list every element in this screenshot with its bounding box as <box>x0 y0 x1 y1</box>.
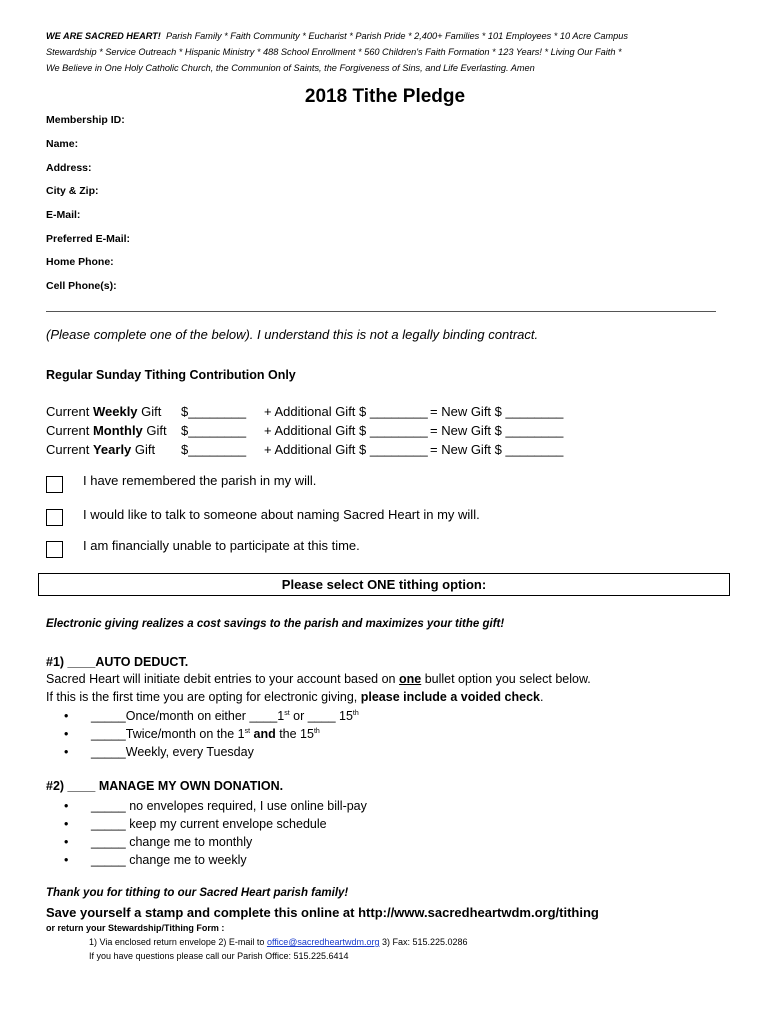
superscript: st <box>284 709 290 717</box>
bullet: • <box>64 835 69 849</box>
parish-phone-note: If you have questions please call our Parish Office: 515.225.6414 <box>89 951 349 961</box>
bullet: • <box>64 817 69 831</box>
current-gift-input[interactable]: $________ <box>181 404 247 419</box>
text: _____Once/month on either ____1 <box>91 709 285 723</box>
intro-block <box>46 28 736 76</box>
field-city-zip[interactable]: City & Zip: <box>46 185 99 197</box>
thank-you-note: Thank you for tithing to our Sacred Heart parish family! <box>46 887 349 899</box>
text: _____ no envelopes required, I use online bill-pay <box>91 799 367 813</box>
new-gift-input[interactable]: = New Gift $ ________ <box>430 404 564 419</box>
field-home-phone[interactable]: Home Phone: <box>46 256 114 268</box>
additional-gift-input[interactable]: + Additional Gift $ ________ <box>264 423 428 438</box>
field-email[interactable]: E-Mail: <box>46 209 81 221</box>
new-gift-input[interactable]: = New Gift $ ________ <box>430 423 564 438</box>
field-cell-phone[interactable]: Cell Phone(s): <box>46 280 117 292</box>
text: or ____ 15 <box>289 709 353 723</box>
gift-label-post: Gift <box>131 442 156 457</box>
gift-label-pre: Current <box>46 404 93 419</box>
additional-gift-input[interactable]: + Additional Gift $ ________ <box>264 442 428 457</box>
gift-label-post: Gift <box>137 404 162 419</box>
intro-headline: WE ARE SACRED HEART! <box>46 31 161 41</box>
additional-gift-input[interactable]: + Additional Gift $ ________ <box>264 404 428 419</box>
field-membership-id[interactable]: Membership ID: <box>46 114 125 126</box>
checkbox-talk[interactable] <box>46 509 63 526</box>
page-title: 2018 Tithe Pledge <box>304 86 466 107</box>
emphasis: please include a voided check <box>360 689 540 704</box>
checkbox-will-label: I have remembered the parish in my will. <box>83 473 317 488</box>
text: _____ keep my current envelope schedule <box>91 817 327 831</box>
text: If this is the first time you are opting for electronic giving, <box>46 689 361 704</box>
intro-line-3: We Believe in One Holy Catholic Church, the Communion of Saints, the Forgiveness of Sins, and Life Everlasting. Amen <box>46 63 535 73</box>
intro-line-1 <box>46 28 736 44</box>
return-form-note: or return your Stewardship/Tithing Form : <box>46 923 225 933</box>
gift-label <box>46 440 155 459</box>
bullet: • <box>64 745 69 759</box>
text: bullet option you select below. <box>421 672 591 686</box>
electronic-giving-note: Electronic giving realizes a cost savings to the parish and maximizes your tithe gift! <box>46 618 505 630</box>
emphasis: one <box>398 672 422 686</box>
bullet: • <box>64 799 69 813</box>
superscript: st <box>244 727 251 735</box>
option-2-header[interactable]: #2) ____ MANAGE MY OWN DONATION. <box>46 779 284 793</box>
contract-note: (Please complete one of the below). I understand this is not a legally binding contract. <box>46 327 539 342</box>
current-gift-input[interactable]: $________ <box>181 423 247 438</box>
emphasis: and <box>250 727 276 741</box>
field-name[interactable]: Name: <box>46 138 79 150</box>
gift-label-period: Monthly <box>92 423 143 438</box>
text: . <box>539 689 544 704</box>
gift-label-period: Yearly <box>92 442 132 457</box>
office-email-link[interactable]: office@sacredheartwdm.org <box>266 937 380 947</box>
bullet: • <box>64 709 69 723</box>
gift-label-period: Weekly <box>92 404 138 419</box>
regular-tithing-heading: Regular Sunday Tithing Contribution Only <box>46 368 296 382</box>
gift-label <box>46 402 161 421</box>
bullet: • <box>64 853 69 867</box>
new-gift-input[interactable]: = New Gift $ ________ <box>430 442 564 457</box>
option-1-header[interactable]: #1) ____AUTO DEDUCT. <box>46 655 189 669</box>
text: Sacred Heart will initiate debit entries to your account based on <box>46 672 399 686</box>
field-preferred-email[interactable]: Preferred E-Mail: <box>46 233 131 245</box>
gift-label-pre: Current <box>46 442 93 457</box>
field-address[interactable]: Address: <box>46 162 92 174</box>
option-1-line-2 <box>46 689 591 707</box>
intro-line-1-text: Parish Family * Faith Community * Eucharist * Parish Pride * 2,400+ Families * 101 Employees * 10 Acre Campus <box>165 31 628 41</box>
text: _____Weekly, every Tuesday <box>91 745 254 759</box>
divider-line <box>46 311 716 312</box>
return-options <box>89 937 468 947</box>
text: _____ change me to monthly <box>91 835 253 849</box>
checkbox-unable[interactable] <box>46 541 63 558</box>
select-option-banner: Please select ONE tithing option: <box>38 573 730 596</box>
text: the 15 <box>275 727 314 741</box>
online-tithing-note: Save yourself a stamp and complete this online at http://www.sacredheartwdm.org/tithing <box>46 905 599 920</box>
gift-label-post: Gift <box>142 423 167 438</box>
gift-label <box>46 421 167 440</box>
superscript: th <box>313 727 320 735</box>
option-1-description <box>46 671 591 706</box>
checkbox-talk-label: I would like to talk to someone about naming Sacred Heart in my will. <box>83 507 480 522</box>
text: 1) Via enclosed return envelope 2) E-mail to <box>89 937 267 947</box>
text: 3) Fax: 515.225.0286 <box>379 937 468 947</box>
superscript: th <box>352 709 359 717</box>
intro-line-2: Stewardship * Service Outreach * Hispanic Ministry * 488 School Enrollment * 560 Children's Faith Formation * 123 Years! * Living Our Faith * <box>46 47 622 57</box>
text: _____Twice/month on the 1 <box>91 727 245 741</box>
checkbox-unable-label: I am financially unable to participate at this time. <box>83 538 360 553</box>
gift-label-pre: Current <box>46 423 93 438</box>
option-1-line-1 <box>46 671 591 689</box>
bullet: • <box>64 727 69 741</box>
checkbox-will[interactable] <box>46 476 63 493</box>
current-gift-input[interactable]: $________ <box>181 442 247 457</box>
text: _____ change me to weekly <box>91 853 247 867</box>
